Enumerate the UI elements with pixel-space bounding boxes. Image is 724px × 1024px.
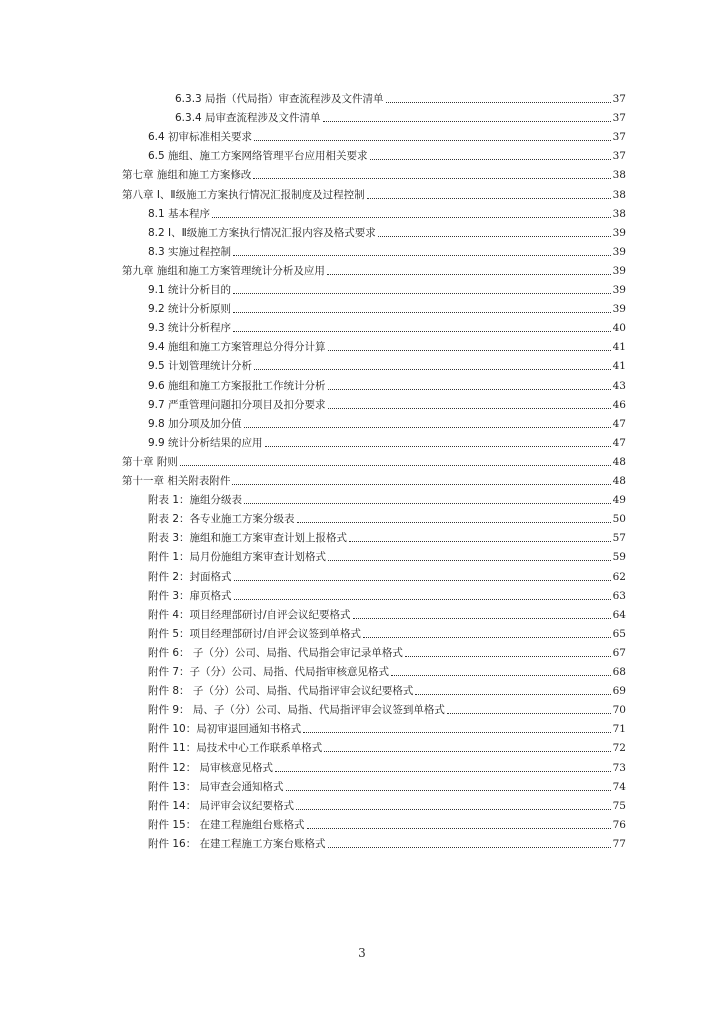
toc-entry-title: 第八章 Ⅰ、Ⅱ级施工方案执行情况汇报制度及过程控制 <box>122 188 365 201</box>
toc-leader-dots <box>405 656 611 657</box>
toc-entry[interactable] <box>148 603 626 622</box>
toc-entry-page: 46 <box>612 398 626 411</box>
toc-entry-page: 39 <box>612 245 626 258</box>
toc-entry-page: 39 <box>612 303 626 316</box>
toc-entry[interactable] <box>148 717 626 736</box>
toc-entry-page: 37 <box>612 131 626 144</box>
toc-entry-title: 第十章 附则 <box>122 455 178 468</box>
toc-entry-title: 第十一章 相关附表附件 <box>122 475 231 487</box>
toc-entry[interactable] <box>148 736 626 755</box>
toc-entry-title: 9.4 施组和施工方案管理总分得分计算 <box>148 341 326 354</box>
toc-entry-title: 附件 13： 局审查会通知格式 <box>148 780 284 793</box>
toc-leader-dots <box>353 618 611 619</box>
toc-leader-dots <box>233 255 611 256</box>
toc-leader-dots <box>386 102 611 103</box>
toc-entry-title: 附件 2：封面格式 <box>148 570 232 583</box>
toc-entry[interactable] <box>175 87 626 106</box>
toc-entry-title: 9.2 统计分析原则 <box>148 303 232 316</box>
toc-entry-page: 38 <box>612 207 626 220</box>
toc-entry-title: 附件 10：局初审退回通知书格式 <box>148 723 302 736</box>
toc-entry-title: 附件 8： 子（分）公司、局指、代局指评审会议纪要格式 <box>148 685 414 698</box>
toc-leader-dots <box>349 541 611 542</box>
toc-entry-title: 附表 1：施组分级表 <box>148 494 243 507</box>
toc-entry-page: 38 <box>612 169 626 182</box>
toc-entry[interactable] <box>148 374 626 393</box>
toc-entry-page: 40 <box>612 322 626 335</box>
toc-entry[interactable] <box>122 163 626 182</box>
toc-entry[interactable] <box>148 584 626 603</box>
toc-entry-title: 附件 3：扉页格式 <box>148 589 232 602</box>
toc-entry[interactable] <box>148 507 626 526</box>
toc-entry-title: 8.3 实施过程控制 <box>148 245 232 258</box>
toc-leader-dots <box>244 503 611 504</box>
toc-entry-page: 59 <box>612 551 626 564</box>
toc-entry[interactable] <box>148 526 626 545</box>
toc-entry-page: 41 <box>612 341 626 354</box>
toc-entry-page: 62 <box>612 570 626 583</box>
toc-leader-dots <box>367 198 611 199</box>
toc-entry[interactable] <box>122 259 626 278</box>
toc-leader-dots <box>212 217 611 218</box>
toc-entry-page: 72 <box>612 742 626 755</box>
toc-entry-title: 8.1 基本程序 <box>148 207 211 220</box>
toc-entry-title: 附件 4：项目经理部研讨/自评会议纪要格式 <box>148 608 351 621</box>
toc-leader-dots <box>307 828 611 829</box>
toc-entry-page: 65 <box>612 627 626 640</box>
toc-leader-dots <box>233 312 611 313</box>
toc-leader-dots <box>363 637 611 638</box>
toc-entry[interactable] <box>148 202 626 221</box>
toc-entry-page: 39 <box>612 226 626 239</box>
toc-entry-page: 37 <box>612 112 626 125</box>
toc-leader-dots <box>234 599 611 600</box>
toc-entry-page: 68 <box>612 666 626 678</box>
toc-entry[interactable] <box>148 622 626 641</box>
toc-entry[interactable] <box>148 278 626 297</box>
toc-entry-page: 71 <box>612 723 626 736</box>
toc-entry-page: 48 <box>612 455 626 468</box>
toc-entry-page: 76 <box>612 818 626 831</box>
toc-entry-title: 附件 1：局月份施组方案审查计划格式 <box>148 551 327 564</box>
toc-leader-dots <box>370 159 611 160</box>
toc-entry-title: 附件 6： 子（分）公司、局指、代局指会审记录单格式 <box>148 646 403 659</box>
toc-entry[interactable] <box>148 488 626 507</box>
toc-leader-dots <box>297 522 611 523</box>
toc-leader-dots <box>328 389 611 390</box>
toc-entry[interactable] <box>148 431 626 450</box>
toc-leader-dots <box>328 350 611 351</box>
toc-entry-title: 9.8 加分项及加分值 <box>148 417 242 430</box>
toc-entry-title: 附表 3：施组和施工方案审查计划上报格式 <box>148 532 348 545</box>
toc-entry[interactable] <box>148 240 626 259</box>
toc-entry[interactable] <box>148 144 626 163</box>
toc-entry-page: 39 <box>612 264 626 277</box>
toc-entry-title: 9.7 严重管理问题扣分项目及扣分要求 <box>148 398 326 411</box>
toc-leader-dots <box>286 790 611 791</box>
toc-entry[interactable] <box>175 106 626 125</box>
toc-entry-title: 6.3.3 局指（代局指）审查流程涉及文件清单 <box>175 93 384 105</box>
toc-leader-dots <box>391 675 611 676</box>
toc-entry-title: 附件 7：子（分）公司、局指、代局指审核意见格式 <box>148 666 390 678</box>
toc-leader-dots <box>234 580 611 581</box>
toc-entry[interactable] <box>148 565 626 584</box>
toc-leader-dots <box>303 732 610 733</box>
toc-entry[interactable] <box>148 660 626 679</box>
toc-entry-page: 37 <box>612 93 626 105</box>
toc-entry-page: 63 <box>612 589 626 602</box>
toc-entry[interactable] <box>148 354 626 373</box>
toc-entry-title: 6.3.4 局审查流程涉及文件清单 <box>175 112 321 125</box>
toc-leader-dots <box>378 236 611 237</box>
toc-entry-title: 附件 9： 局、子（分）公司、局指、代局指评审会议签到单格式 <box>148 704 445 717</box>
toc-entry[interactable] <box>148 297 626 316</box>
toc-entry[interactable] <box>148 221 626 240</box>
toc-entry[interactable] <box>148 335 626 354</box>
toc-entry-page: 49 <box>612 494 626 507</box>
toc-entry-page: 74 <box>612 780 626 793</box>
toc-entry[interactable] <box>148 679 626 698</box>
toc-entry-title: 9.3 统计分析程序 <box>148 322 232 335</box>
toc-entry-page: 77 <box>612 837 626 850</box>
toc-entry[interactable] <box>148 756 626 775</box>
toc-entry-page: 67 <box>612 646 626 659</box>
toc-entry[interactable] <box>148 794 626 813</box>
toc-entry-title: 附件 12： 局审核意见格式 <box>148 761 274 774</box>
toc-entry[interactable] <box>148 125 626 144</box>
toc-entry-page: 43 <box>612 379 626 392</box>
toc-entry[interactable] <box>122 183 626 202</box>
toc-entry-title: 附件 11：局技术中心工作联系单格式 <box>148 742 323 755</box>
toc-entry-page: 41 <box>612 360 626 373</box>
toc-entry-title: 9.9 统计分析结果的应用 <box>148 436 263 449</box>
toc-entry-title: 第七章 施组和施工方案修改 <box>122 169 252 182</box>
toc-entry[interactable] <box>148 832 626 851</box>
toc-entry-page: 48 <box>612 475 626 487</box>
toc-leader-dots <box>328 560 611 561</box>
toc-entry-title: 6.4 初审标准相关要求 <box>148 131 253 144</box>
toc-entry[interactable] <box>148 316 626 335</box>
toc-entry[interactable] <box>148 813 626 832</box>
toc-entry-title: 附件 14： 局评审会议纪要格式 <box>148 799 295 812</box>
toc-entry-page: 69 <box>612 685 626 698</box>
toc-leader-dots <box>324 751 610 752</box>
toc-leader-dots <box>254 369 611 370</box>
toc-leader-dots <box>323 121 611 122</box>
toc-entry-title: 附件 15： 在建工程施组台账格式 <box>148 818 305 831</box>
toc-entry-title: 附件 16： 在建工程施工方案台账格式 <box>148 837 326 850</box>
toc-leader-dots <box>244 427 611 428</box>
toc-entry[interactable] <box>148 393 626 412</box>
toc-entry-page: 39 <box>612 284 626 296</box>
toc-entry-page: 38 <box>612 188 626 201</box>
toc-entry[interactable] <box>122 450 626 469</box>
toc-entry-title: 附表 2：各专业施工方案分级表 <box>148 513 295 526</box>
toc-entry-title: 6.5 施组、施工方案网络管理平台应用相关要求 <box>148 150 368 163</box>
toc-entry-page: 75 <box>612 799 626 812</box>
toc-leader-dots <box>328 408 611 409</box>
toc-entry-page: 73 <box>612 761 626 774</box>
toc-entry[interactable] <box>148 698 626 717</box>
toc-entry-page: 57 <box>612 532 626 545</box>
toc-leader-dots <box>253 178 610 179</box>
toc-entry-title: 9.5 计划管理统计分析 <box>148 360 253 373</box>
toc-leader-dots <box>275 771 611 772</box>
toc-entry-page: 64 <box>612 608 626 621</box>
toc-leader-dots <box>254 140 611 141</box>
toc-leader-dots <box>296 809 611 810</box>
toc-leader-dots <box>265 446 611 447</box>
toc-leader-dots <box>447 713 611 714</box>
toc-entry-title: 附件 5：项目经理部研讨/自评会议签到单格式 <box>148 627 362 640</box>
toc-entry[interactable] <box>148 545 626 564</box>
page-number: 3 <box>358 946 366 960</box>
toc-leader-dots <box>180 465 611 466</box>
toc-entry-page: 37 <box>612 150 626 163</box>
toc-entry[interactable] <box>148 641 626 660</box>
toc-entry[interactable] <box>122 469 626 488</box>
toc-entry[interactable] <box>148 775 626 794</box>
toc-entry-title: 9.6 施组和施工方案报批工作统计分析 <box>148 379 326 392</box>
toc-leader-dots <box>233 293 611 294</box>
toc-entry-page: 47 <box>612 417 626 430</box>
toc-leader-dots <box>232 484 610 485</box>
toc-entry-page: 47 <box>612 436 626 449</box>
toc-entry-title: 9.1 统计分析目的 <box>148 284 232 296</box>
toc-leader-dots <box>328 847 611 848</box>
toc-entry-title: 第九章 施组和施工方案管理统计分析及应用 <box>122 264 325 277</box>
toc-entry-page: 70 <box>612 704 626 717</box>
toc-leader-dots <box>415 694 610 695</box>
toc-entry[interactable] <box>148 412 626 431</box>
toc-entry-page: 50 <box>612 513 626 526</box>
toc-leader-dots <box>233 331 611 332</box>
toc-entry-title: 8.2 Ⅰ、Ⅱ级施工方案执行情况汇报内容及格式要求 <box>148 226 376 239</box>
toc-leader-dots <box>327 274 611 275</box>
